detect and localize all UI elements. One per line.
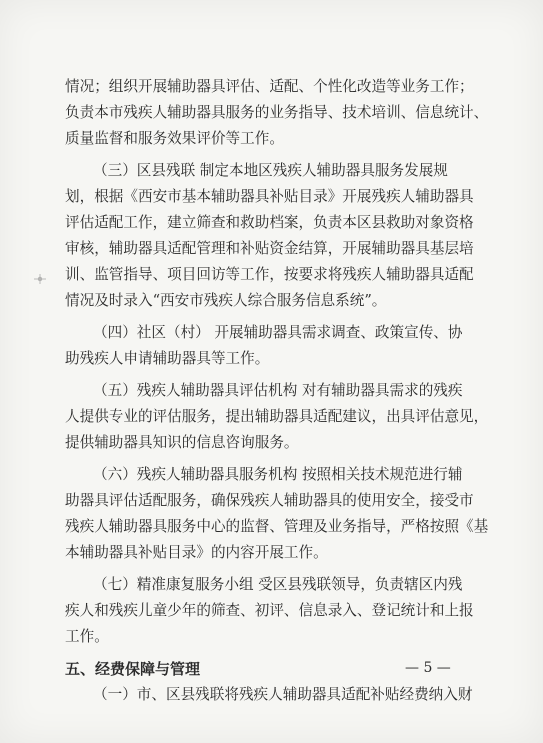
stamp-mark-icon <box>33 272 47 286</box>
paragraph-line: （三）区县残联 制定本地区残疾人辅助器具服务发展规 <box>93 162 448 179</box>
paragraph-line: 审核，辅助器具适配管理和补贴资金结算，开展辅助器具基层培 <box>65 240 474 257</box>
paragraph-line: （四）社区（村） 开展辅助器具需求调查、政策宣传、协 <box>93 324 463 341</box>
paragraph-line: 训、监管指导、项目回访等工作，按要求将残疾人辅助器具适配 <box>65 266 474 283</box>
paragraph-line: 助器具评估适配服务，确保残疾人辅助器具的使用安全，接受市 <box>65 492 474 509</box>
paragraph-line: 助残疾人申请辅助器具等工作。 <box>65 350 270 367</box>
paragraph-line: 本辅助器具补贴目录》的内容开展工作。 <box>65 544 328 561</box>
paragraph-line: 人提供专业的评估服务，提出辅助器具适配建议，出具评估意见， <box>65 408 489 425</box>
paragraph-line: 提供辅助器具知识的信息咨询服务。 <box>65 434 299 451</box>
paragraph-line: 工作。 <box>65 628 109 645</box>
paragraph-line: （六）残疾人辅助器具服务机构 按照相关技术规范进行辅 <box>93 466 463 483</box>
paragraph-line: （七）精准康复服务小组 受区县残联领导，负责辖区内残 <box>93 576 463 593</box>
paragraph-line: 负责本市残疾人辅助器具服务的业务指导、技术培训、信息统计、 <box>65 104 489 121</box>
document-body <box>65 74 489 708</box>
paragraph-line: （五）残疾人辅助器具评估机构 对有辅助器具需求的残疾 <box>93 382 463 399</box>
section-heading: 五、经费保障与管理 <box>65 660 201 678</box>
paragraph-line: 残疾人辅助器具服务中心的监督、管理及业务指导，严格按照《基 <box>65 518 489 535</box>
paragraph-line: 情况及时录入“西安市残疾人综合服务信息系统”。 <box>65 292 387 309</box>
paragraph-line: 评估适配工作，建立筛查和救助档案，负责本区县救助对象资格 <box>65 214 474 231</box>
paragraph-line: （一）市、区县残联将残疾人辅助器具适配补贴经费纳入财 <box>93 686 473 703</box>
paragraph-line: 质量监督和服务效果评价等工作。 <box>65 130 284 147</box>
paragraph-line: 划，根据《西安市基本辅助器具补贴目录》开展残疾人辅助器具 <box>65 188 474 205</box>
page-number: — 5 — <box>405 660 451 676</box>
paragraph-line: 疾人和残疾儿童少年的筛查、初评、信息录入、登记统计和上报 <box>65 602 474 619</box>
paragraph-line: 情况；组织开展辅助器具评估、适配、个性化改造等业务工作； <box>65 78 474 95</box>
